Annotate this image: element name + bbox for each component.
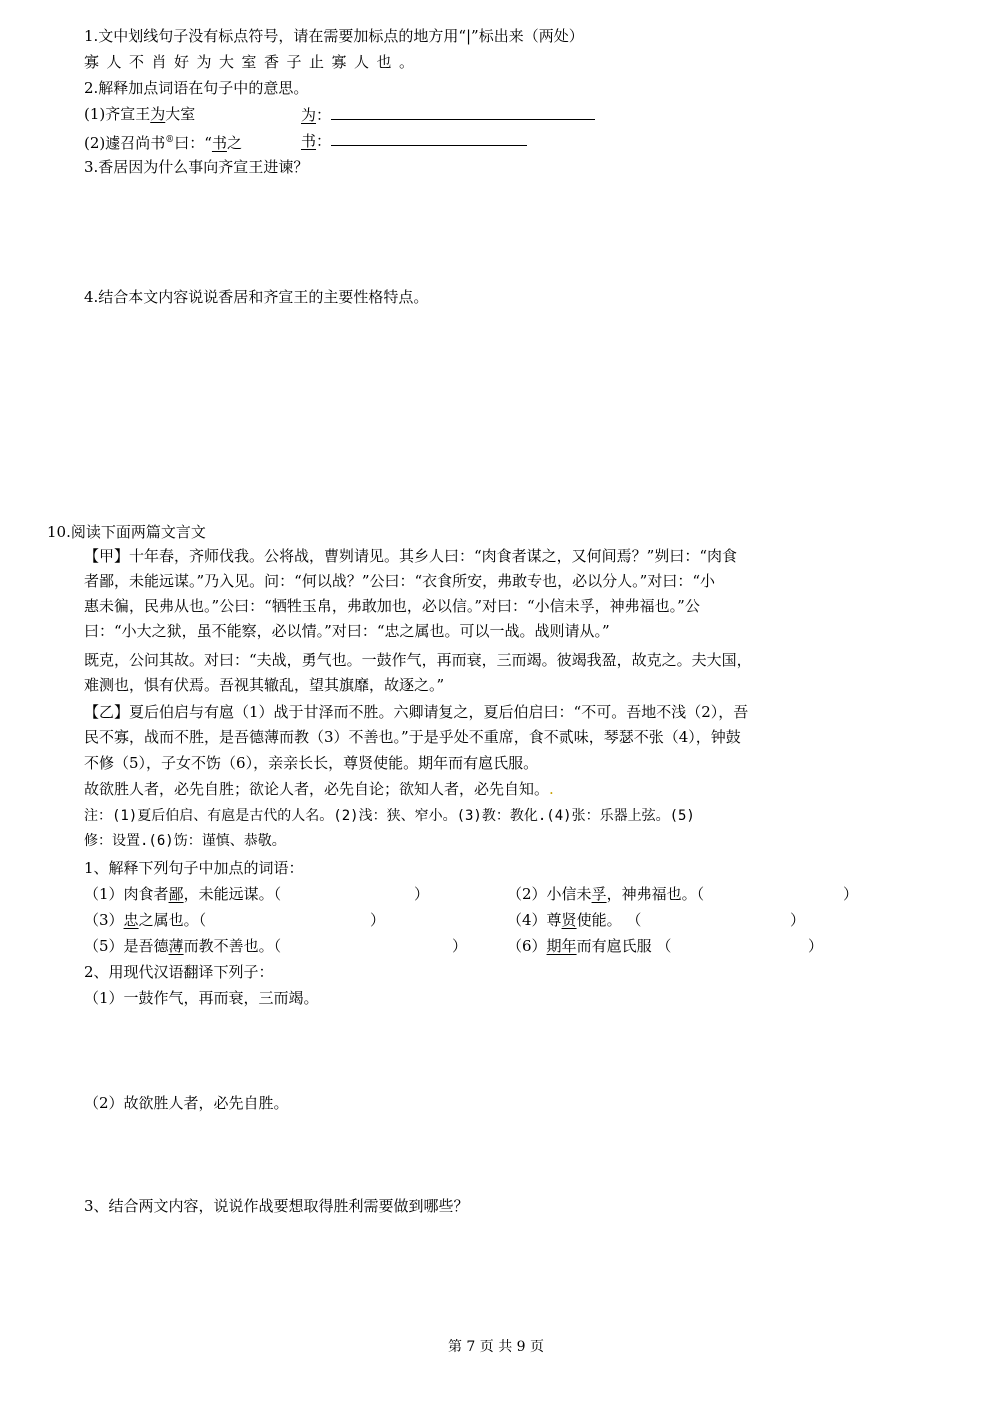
translate-item-1: （1）一鼓作气，再而衰，三而竭。 bbox=[84, 989, 319, 1007]
w3-close-paren: ） bbox=[370, 911, 386, 929]
passage-yi-line-3: 不修（5），子女不饬（6），亲亲长长，尊贤使能。期年而有扈氏服。 bbox=[84, 754, 539, 772]
w4-post: 使能。 （ bbox=[576, 911, 642, 929]
w4-word: 贤 bbox=[561, 911, 577, 929]
word-item-4 bbox=[507, 908, 641, 932]
w6-pre: （6） bbox=[507, 937, 547, 955]
w3-pre: （3） bbox=[84, 911, 124, 929]
word-item-3 bbox=[84, 908, 206, 932]
question-1-sentence: 寡人不肖好为大室香子止寡人也。 bbox=[84, 53, 422, 71]
q2-2-answer bbox=[301, 128, 527, 153]
passage-yi-line-1: 【乙】夏后伯启与有扈（1）战于甘泽而不胜。六卿请复之，夏后伯启曰：“不可。吾地不浅（2），吾 bbox=[84, 703, 749, 721]
w3-post: 之属也。（ bbox=[138, 911, 207, 929]
q2-2-mid: 曰：“ bbox=[174, 134, 212, 152]
annotation-line-1: 注：(1)夏后伯启、有扈是古代的人名。(2)浅：狭、窄小。(3)教：教化.(4)张：乐器上弦。(5) bbox=[84, 808, 695, 824]
w5-post: 而教不善也。（ bbox=[183, 937, 282, 955]
passage-yi-line-2: 民不寡，战而不胜，是吾德薄而教（3）不善也。”于是乎处不重席，食不贰味，琴瑟不张（4），钟鼓 bbox=[84, 728, 741, 746]
passage-jia-line-1: 【甲】十年春，齐师伐我。公将战，曹刿请见。其乡人曰：“肉食者谋之，又何间焉？”刿曰：“肉食 bbox=[84, 547, 738, 565]
w1-word: 鄙 bbox=[168, 885, 184, 903]
q2-1-label-word: 为 bbox=[301, 106, 317, 124]
subquestion-2: 2、用现代汉语翻译下列子： bbox=[84, 963, 274, 981]
passage-jia-line-6: 难测也，惧有伏焉。吾视其辙乱，望其旗靡，故逐之。” bbox=[84, 676, 445, 694]
w6-post: 而有扈氏服 （ bbox=[576, 937, 672, 955]
question-1: 1.文中划线句子没有标点符号，请在需要加标点的地方用“|”标出来（两处） bbox=[84, 27, 584, 45]
passage-jia-line-2: 者鄙，未能远谋。”乃入见。问：“何以战？”公曰：“衣食所安，弗敢专也，必以分人。”对曰：“小 bbox=[84, 572, 716, 590]
word-item-5 bbox=[84, 934, 281, 958]
w4-pre: （4）尊 bbox=[507, 911, 562, 929]
q2-2-answer-blank[interactable] bbox=[331, 128, 527, 146]
w2-post: ，神弗福也。（ bbox=[606, 885, 705, 903]
passage-jia-line-3: 惠未徧，民弗从也。”公曰：“牺牲玉帛，弗敢加也，必以信。”对曰：“小信未孚，神弗福也。”公 bbox=[84, 597, 700, 615]
w6-close-paren: ） bbox=[808, 937, 824, 955]
yi-last-text: 故欲胜人者，必先自胜；欲论人者，必先自论；欲知人者，必先自知。 bbox=[84, 780, 550, 798]
annotation-line-2: 修：设置.(6)饬：谨慎、恭敬。 bbox=[84, 833, 286, 849]
subquestion-3: 3、结合两文内容，说说作战要想取得胜利需要做到哪些？ bbox=[84, 1197, 469, 1215]
q2-1-pre: (1)齐宣王 bbox=[84, 105, 151, 123]
q2-2-word: 书 bbox=[211, 134, 227, 152]
passage-jia-line-4: 曰：“小大之狱，虽不能察，必以情。”对曰：“忠之属也。可以一战。战则请从。” bbox=[84, 622, 610, 640]
question-2: 2.解释加点词语在句子中的意思。 bbox=[84, 79, 309, 97]
q2-2-pre: (2)遽召尚 bbox=[84, 134, 151, 152]
w6-word: 期年 bbox=[546, 937, 577, 955]
yi-last-mark: . bbox=[549, 780, 554, 798]
question-2-item-2 bbox=[84, 128, 242, 155]
translate-item-2: （2）故欲胜人者，必先自胜。 bbox=[84, 1094, 289, 1112]
section-10-title: 10.阅读下面两篇文言文 bbox=[47, 523, 206, 541]
q2-1-word: 为 bbox=[150, 105, 166, 123]
page-footer: 第 7 页 共 9 页 bbox=[447, 1339, 545, 1355]
passage-yi-line-4 bbox=[84, 777, 554, 801]
w5-word: 薄 bbox=[168, 937, 184, 955]
q2-2-footnote-mark: ® bbox=[165, 135, 175, 145]
q2-2-post: 之 bbox=[226, 134, 242, 152]
subquestion-1: 1、解释下列句子中加点的词语： bbox=[84, 859, 304, 877]
q2-2-label-colon: ： bbox=[316, 132, 332, 150]
w4-close-paren: ） bbox=[790, 911, 806, 929]
w5-close-paren: ） bbox=[452, 937, 468, 955]
question-3: 3.香居因为什么事向齐宣王进谏？ bbox=[84, 158, 309, 176]
q2-1-label-colon: ： bbox=[316, 106, 332, 124]
q2-2-pre-word: 书 bbox=[150, 134, 166, 152]
w2-close-paren: ） bbox=[843, 885, 859, 903]
q2-1-answer bbox=[301, 102, 595, 127]
word-item-1 bbox=[84, 882, 281, 906]
w2-pre: （2）小信未 bbox=[507, 885, 592, 903]
question-4: 4.结合本文内容说说香居和齐宣王的主要性格特点。 bbox=[84, 288, 429, 306]
w5-pre: （5）是吾德 bbox=[84, 937, 169, 955]
w3-word: 忠 bbox=[123, 911, 139, 929]
w1-close-paren: ） bbox=[414, 885, 430, 903]
q2-2-label-word: 书 bbox=[301, 132, 317, 150]
question-2-item-1 bbox=[84, 102, 195, 126]
passage-jia-line-5: 既克，公问其故。对曰：“夫战，勇气也。一鼓作气，再而衰，三而竭。彼竭我盈，故克之。夫大国， bbox=[84, 651, 752, 669]
word-item-6 bbox=[507, 934, 671, 958]
q2-1-post: 大室 bbox=[165, 105, 196, 123]
w1-pre: （1）肉食者 bbox=[84, 885, 169, 903]
w2-word: 孚 bbox=[591, 885, 607, 903]
q2-1-answer-blank[interactable] bbox=[331, 102, 595, 120]
w1-post: ，未能远谋。（ bbox=[183, 885, 282, 903]
word-item-2 bbox=[507, 882, 704, 906]
